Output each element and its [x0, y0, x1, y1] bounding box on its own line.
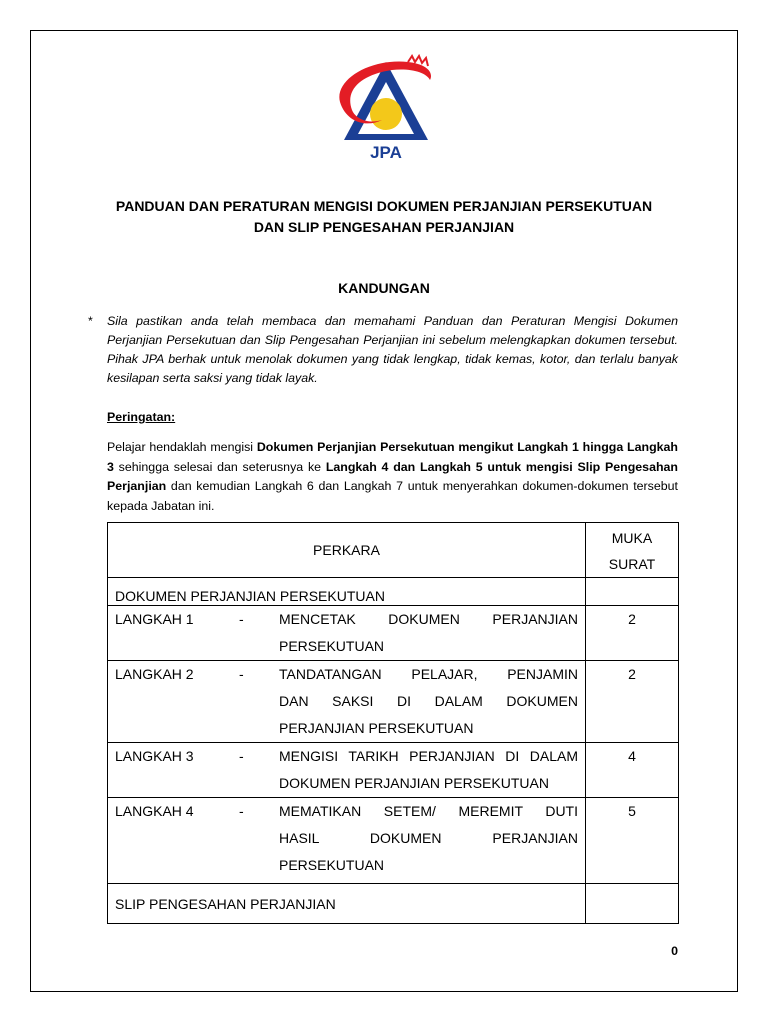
step-page: 5 — [586, 798, 679, 884]
section-slip: SLIP PENGESAHAN PERJANJIAN — [108, 884, 586, 924]
contents-table — [107, 522, 679, 924]
table-row — [108, 661, 679, 743]
step-page: 2 — [586, 606, 679, 661]
header-muka: MUKA — [611, 530, 653, 546]
header-perkara: PERKARA — [108, 523, 586, 578]
page-number: 0 — [671, 944, 678, 958]
step-dash: - — [239, 666, 244, 682]
note-paragraph — [88, 312, 678, 388]
jpa-logo — [330, 50, 438, 162]
step-dash: - — [239, 611, 244, 627]
warning-paragraph — [107, 438, 678, 516]
step-label: LANGKAH 3 — [115, 748, 194, 764]
warning-text-3: dan kemudian Langkah 6 dan Langkah 7 untuk menyerahkan dokumen-dokumen tersebut kepada Jabatan ini. — [107, 479, 678, 513]
step-description: MENCETAK DOKUMEN PERJANJIAN PERSEKUTUAN — [279, 611, 578, 654]
logo-text: JPA — [370, 143, 402, 162]
step-label: LANGKAH 4 — [115, 803, 194, 819]
header-surat: SURAT — [608, 556, 656, 572]
step-page: 4 — [586, 743, 679, 798]
warning-bold-2: Langkah 4 dan Langkah 5 untuk mengisi Slip Pengesahan Perjanjian — [107, 459, 678, 493]
table-row — [108, 743, 679, 798]
note-text: Sila pastikan anda telah membaca dan memahami Panduan dan Peraturan Mengisi Dokumen Perjanjian Persekutuan dan Slip Pengesahan Perjanjian ini sebelum melengkapkan dokumen tersebut. Pihak JPA berhak untuk menolak dokumen yang tidak lengkap, tidak kemas, kotor, dan terlalu banyak kesilapan serta saksi yang tidak layak. — [107, 314, 678, 385]
step-page: 2 — [586, 661, 679, 743]
table-row — [108, 798, 679, 884]
contents-heading: KANDUNGAN — [338, 280, 430, 296]
title-line-2: DAN SLIP PENGESAHAN PERJANJIAN — [253, 219, 515, 235]
header-muka-surat — [586, 523, 679, 578]
step-description: TANDATANGAN PELAJAR, PENJAMIN DAN SAKSI DI DALAM DOKUMEN PERJANJIAN PERSEKUTUAN — [279, 666, 578, 736]
section-row — [108, 578, 679, 606]
table-row — [108, 606, 679, 661]
step-dash: - — [239, 748, 244, 764]
step-description: MEMATIKAN SETEM/ MEREMIT DUTI HASIL DOKUMEN PERJANJIAN PERSEKUTUAN — [279, 803, 578, 873]
warning-text-2: sehingga selesai dan seterusnya ke — [113, 459, 326, 474]
note-bullet: * — [88, 314, 93, 328]
section-dokumen: DOKUMEN PERJANJIAN PERSEKUTUAN — [108, 578, 586, 606]
warning-text-1: Pelajar hendaklah mengisi — [107, 440, 257, 454]
warning-bold-1: Dokumen Perjanjian Persekutuan mengikut Langkah 1 hingga Langkah 3 — [107, 440, 678, 474]
step-label: LANGKAH 2 — [115, 666, 194, 682]
logo-circle — [370, 98, 402, 130]
step-description: MENGISI TARIKH PERJANJIAN DI DALAM DOKUMEN PERJANJIAN PERSEKUTUAN — [279, 748, 578, 791]
step-dash: - — [239, 803, 244, 819]
step-label: LANGKAH 1 — [115, 611, 194, 627]
section-row — [108, 884, 679, 924]
warning-heading: Peringatan: — [107, 410, 176, 424]
document-title — [60, 196, 708, 238]
title-line-1: PANDUAN DAN PERATURAN MENGISI DOKUMEN PERJANJIAN PERSEKUTUAN — [115, 198, 653, 214]
table-header-row — [108, 523, 679, 578]
